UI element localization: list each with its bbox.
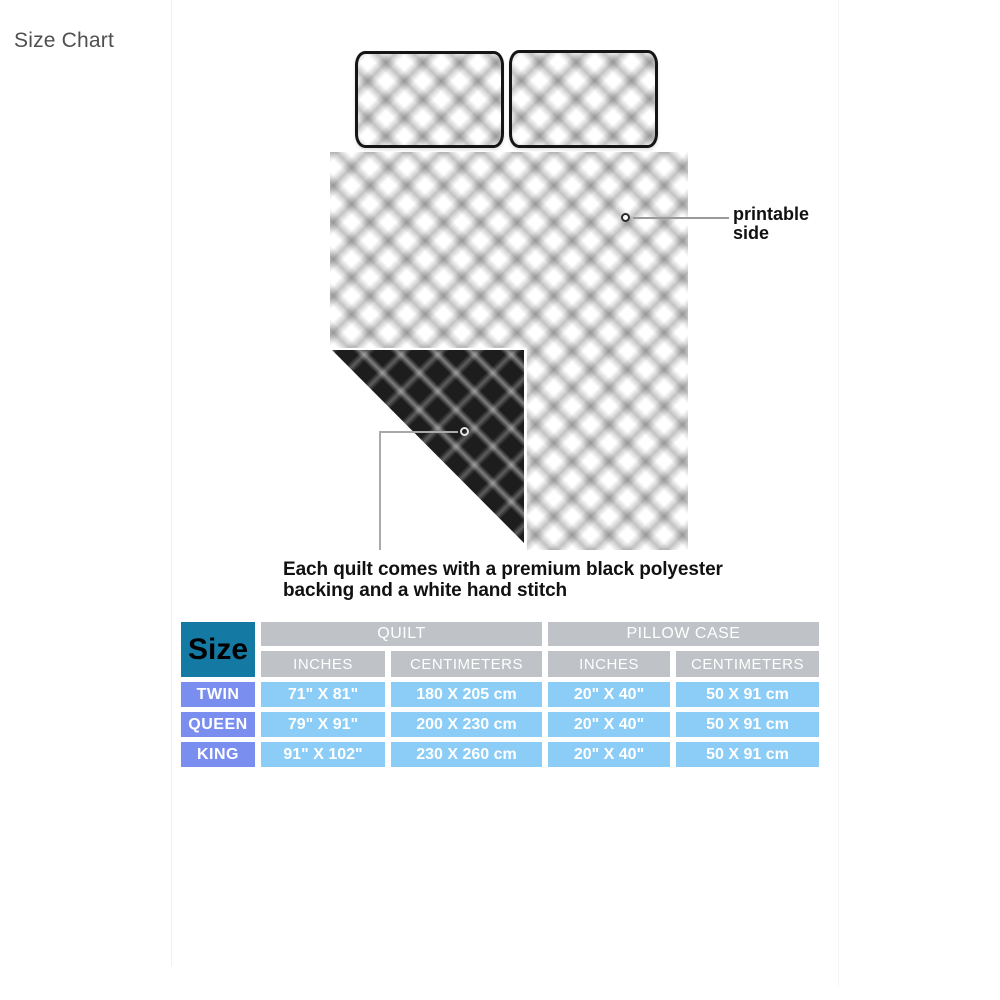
printable-side-marker-icon	[621, 213, 630, 222]
pillow-right	[509, 50, 658, 148]
size-chart-table	[181, 622, 819, 767]
cell-twin-pillowcase-centimeters: 50 X 91 cm	[676, 682, 819, 707]
quilt-caption	[283, 559, 723, 601]
row-label-queen: QUEEN	[181, 712, 255, 737]
cell-twin-quilt-inches: 71" X 81"	[261, 682, 385, 707]
row-label-king: KING	[181, 742, 255, 767]
printable-side-label	[733, 205, 809, 243]
table-subheader-pillowcase-centimeters: CENTIMETERS	[676, 651, 819, 677]
row-label-twin: TWIN	[181, 682, 255, 707]
pillow-left	[355, 51, 504, 148]
cell-king-pillowcase-inches: 20" X 40"	[548, 742, 670, 767]
cell-queen-pillowcase-centimeters: 50 X 91 cm	[676, 712, 819, 737]
printable-side-label-line1: printable	[733, 204, 810, 224]
backing-leader-line-vertical	[379, 431, 381, 550]
printable-side-leader-line	[633, 217, 729, 219]
cell-queen-quilt-inches: 79" X 91"	[261, 712, 385, 737]
cell-king-quilt-centimeters: 230 X 260 cm	[391, 742, 542, 767]
backing-leader-line-horizontal	[380, 431, 458, 433]
table-header-pillow-case: PILLOW CASE	[548, 622, 819, 646]
cell-twin-pillowcase-inches: 20" X 40"	[548, 682, 670, 707]
backing-marker-icon	[460, 427, 469, 436]
quilt-caption-line2: backing and a white hand stitch	[283, 580, 568, 601]
page-column-divider-left	[171, 0, 172, 966]
quilt-black-backing-fold	[332, 350, 524, 543]
cell-king-quilt-inches: 91" X 102"	[261, 742, 385, 767]
cell-twin-quilt-centimeters: 180 X 205 cm	[391, 682, 542, 707]
quilt-caption-line1: Each quilt comes with a premium black polyester	[283, 559, 723, 580]
page-column-divider-right	[838, 0, 839, 986]
table-corner-size-label: Size	[181, 622, 255, 677]
page-title: Size Chart	[14, 29, 115, 52]
table-subheader-pillowcase-inches: INCHES	[548, 651, 670, 677]
cell-queen-pillowcase-inches: 20" X 40"	[548, 712, 670, 737]
cell-queen-quilt-centimeters: 200 X 230 cm	[391, 712, 542, 737]
cell-king-pillowcase-centimeters: 50 X 91 cm	[676, 742, 819, 767]
table-header-quilt: QUILT	[261, 622, 542, 646]
printable-side-label-line2: side	[733, 223, 770, 243]
table-subheader-quilt-centimeters: CENTIMETERS	[391, 651, 542, 677]
table-subheader-quilt-inches: INCHES	[261, 651, 385, 677]
